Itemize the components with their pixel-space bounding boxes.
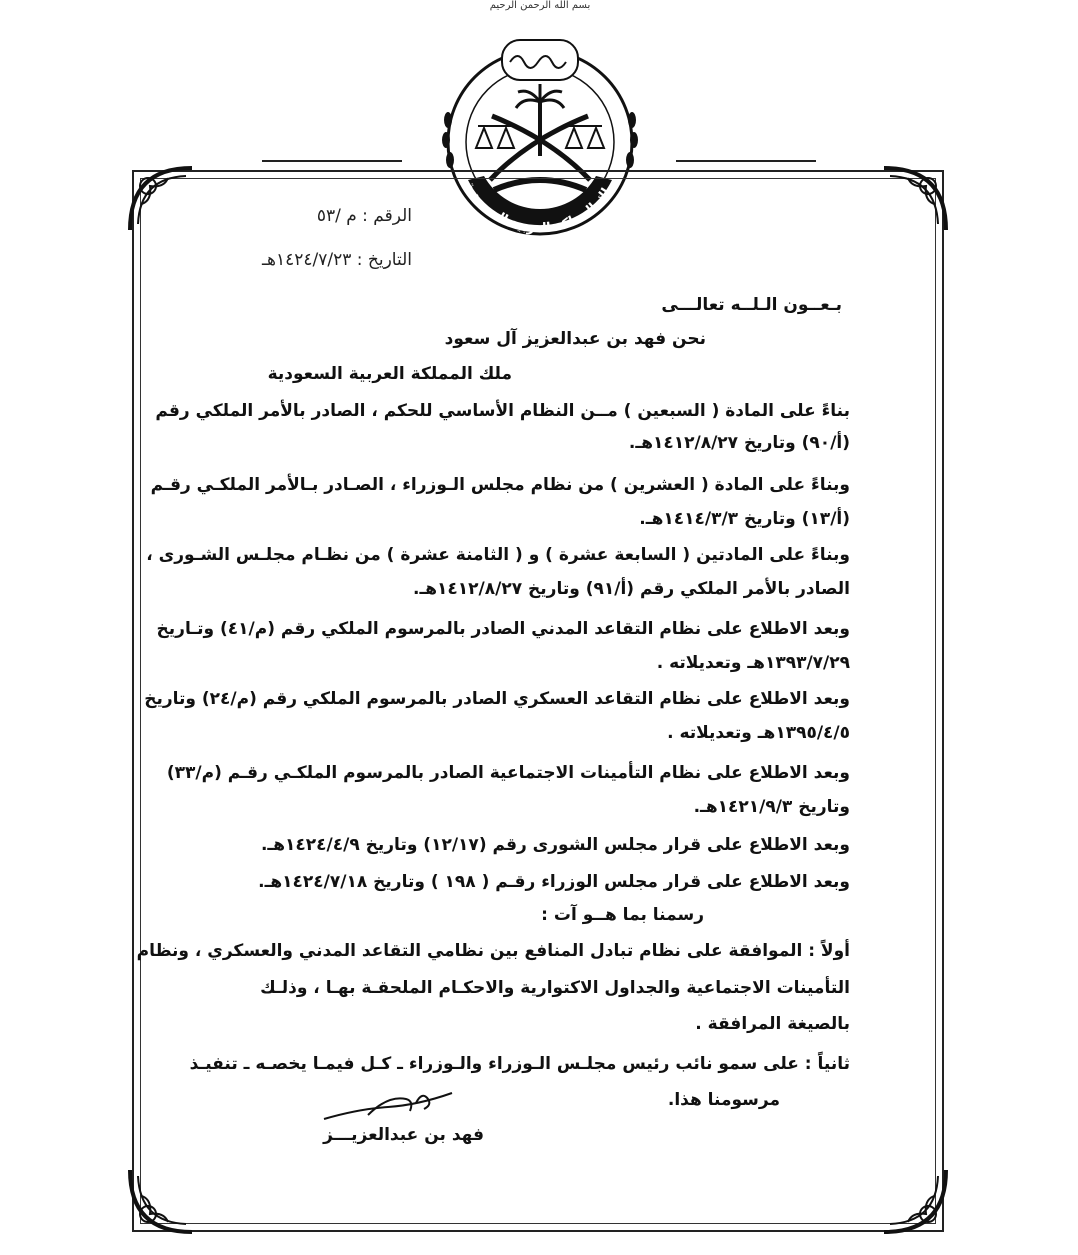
decree-number: الرقم : م /٥٣ <box>316 206 412 226</box>
paragraph-line: (أ/٩٠) وتاريخ ١٤١٢/٨/٢٧هـ. <box>628 433 850 453</box>
paragraph-line: الصادر بالأمر الملكي رقم (أ/٩١) وتاريخ ١٤١٢/٨/٢٧هـ. <box>412 579 850 599</box>
signature-icon <box>318 1085 458 1125</box>
decree-line: رسمنا بما هــو آت : <box>541 905 704 925</box>
ministers-line: وبعد الاطلاع على قرار مجلس الوزراء رقـم ( ١٩٨ ) وتاريخ ١٤٢٤/٧/١٨هـ. <box>258 872 850 892</box>
king-name: نحن فهد بن عبدالعزيز آل سعود <box>444 329 706 349</box>
top-basmala: بسم الله الرحمن الرحيم <box>489 0 591 11</box>
corner-ornament-icon <box>126 1166 196 1236</box>
paragraph-line: وبعد الاطلاع على نظام التأمينات الاجتماعية الصادر بالمرسوم الملكـي رقـم (م/٣٣) <box>166 763 850 783</box>
paragraph-line: وبناءً على المادة ( العشرين ) من نظام مجلس الـوزراء ، الصـادر بـالأمر الملكـي رقـم <box>150 475 850 495</box>
first-item-line: التأمينات الاجتماعية والجداول الاكتوارية والاحكـام الملحقـة بهـا ، وذلـك <box>260 978 850 998</box>
invocation: بـعــون الـلــه تعالـــى <box>661 295 842 315</box>
paragraph-line: ١٣٩٣/٧/٢٩هـ وتعديلاته . <box>656 653 850 673</box>
paragraph-line: وبعد الاطلاع على نظام التقاعد المدني الصادر بالمرسوم الملكي رقم (م/٤١) وتـاريخ <box>156 619 850 639</box>
king-title: ملك المملكة العربية السعودية <box>267 364 512 384</box>
shura-line: وبعد الاطلاع على قرار مجلس الشورى رقم (١٢/١٧) وتاريخ ١٤٢٤/٤/٩هـ. <box>260 835 850 855</box>
decree-date: التاريخ : ١٤٢٤/٧/٢٣هـ <box>262 250 412 270</box>
corner-ornament-icon <box>126 164 196 234</box>
first-item-line: بالصيغة المرافقة . <box>695 1014 850 1034</box>
corner-ornament-icon <box>880 164 950 234</box>
first-item-line: أولاً : الموافقة على نظام تبادل المنافع بين نظامي التقاعد المدني والعسكري ، ونظام <box>136 941 850 961</box>
paragraph-line: بناءً على المادة ( السبعين ) مــن النظام الأساسي للحكم ، الصادر بالأمر الملكي رقم <box>155 401 850 421</box>
paragraph-line: وتاريخ ١٤٢١/٩/٣هـ. <box>693 797 850 817</box>
paragraph-line: ١٣٩٥/٤/٥هـ وتعديلاته . <box>667 723 850 743</box>
paragraph-line: وبناءً على المادتين ( السابعة عشرة ) و ( الثامنة عشرة ) من نظـام مجلـس الشـورى ، <box>146 545 850 565</box>
signature-name: فهد بن عبدالعزيـــز <box>323 1125 484 1145</box>
top-rule-right <box>676 160 816 162</box>
paragraph-line: وبعد الاطلاع على نظام التقاعد العسكري الصادر بالمرسوم الملكي رقم (م/٢٤) وتاريخ <box>144 689 850 709</box>
second-item-line: مرسومنا هذا. <box>667 1090 780 1110</box>
paragraph-line: (أ/١٣) وتاريخ ١٤١٤/٣/٣هـ. <box>639 509 850 529</box>
second-item-line: ثانياً : على سمو نائب رئيس مجلـس الـوزراء والـوزراء ـ كـل فيمـا يخصـه ـ تنفيـذ <box>189 1054 850 1074</box>
emblem-arc-text: ملك المملكة العربية السعودية <box>461 178 619 237</box>
corner-ornament-icon <box>880 1166 950 1236</box>
top-rule-left <box>262 160 402 162</box>
